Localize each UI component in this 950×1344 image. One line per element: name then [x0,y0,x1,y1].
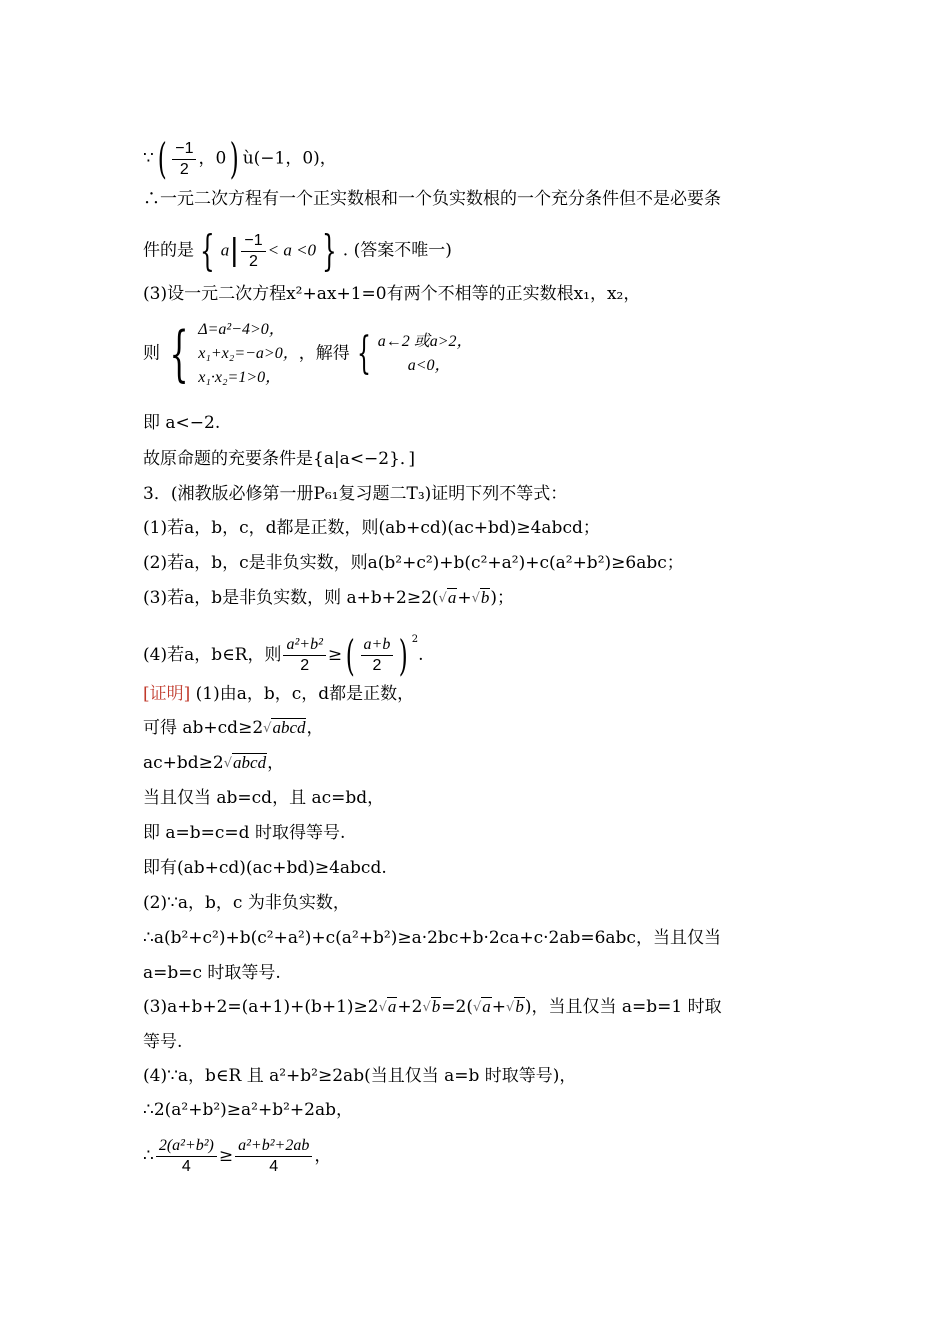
system-1 [198,318,299,390]
left-paren: ( [345,630,355,680]
text: . [418,645,424,665]
text: + [457,588,472,608]
radicand: b [480,588,490,607]
left-brace: { [169,319,189,389]
equation: a←2 或a>2， [377,333,473,350]
text: ∵ [143,148,154,169]
numerator: a²+b² [283,635,325,656]
text: )，当且仅当 a=b=1 时取 [524,997,722,1017]
line-5 [143,318,473,390]
root-icon: √ [472,1000,482,1015]
bar: | [229,233,240,268]
line-8: 3．(湘教版必修第一册P₆₁复习题二T₃)证明下列不等式： [143,484,568,504]
text: . (答案不唯一) [342,240,452,261]
root-icon: √ [223,756,233,771]
line-2: ∴一元二次方程有一个正实数根和一个负实数根的一个充分条件但不是必要条 [143,189,721,209]
exponent: 2 [411,634,419,645]
system-2 [378,330,473,378]
line-11 [143,586,514,611]
root-icon: √ [471,591,480,606]
line-10: (2)若a，b，c是非负实数，则a(b²+c²)+b(c²+a²)+c(a²+b²)≥6abc； [143,553,684,573]
text: + [491,997,507,1017]
radicand: a [482,997,491,1016]
left-brace: { [200,226,215,275]
fraction [156,1136,217,1177]
equation: x₁+x₂=−a>0， [198,345,299,362]
numerator: a+b [361,635,394,656]
line-18: 即有(ab+cd)(ac+bd)≥4abcd. [143,858,387,878]
right-paren: ) [399,630,409,680]
left-paren: ( [157,134,167,183]
radicand: abcd [233,753,267,772]
line-26 [143,1136,331,1177]
text: (3)若a，b是非负实数，则 a+b+2≥2( [143,588,439,608]
denominator: 2 [249,252,258,270]
line-15 [143,751,284,776]
text: )； [490,588,515,608]
text: 件的是 [143,240,194,261]
text: 可得 ab+cd≥2 [143,718,264,738]
text: ，0 [198,148,227,169]
line-7: 故原命题的充要条件是{a|a<−2}．] [143,449,416,469]
line-6: 即 a<−2. [143,413,221,433]
text: (3)a+b+2=(a+1)+(b+1)≥2 [143,997,379,1017]
fraction [241,231,265,272]
denominator: 4 [269,1158,279,1175]
line-21: a=b=c 时取等号. [143,963,281,983]
line-1 [143,134,337,183]
text: 则 [143,343,160,364]
text: ∴ [143,1146,154,1166]
root-icon: √ [506,1000,515,1015]
text: ac+bd≥2 [143,753,224,773]
line-4: (3)设一元二次方程x²+ax+1=0有两个不相等的正实数根x₁，x₂， [143,284,641,304]
text: (4)若a，b∈R，则 [143,645,282,665]
line-25: ∴2(a²+b²)≥a²+b²+2ab， [143,1100,354,1120]
equation: x₁·x₂=1>0， [198,369,282,386]
line-13 [143,682,414,706]
line-24: (4)∵a，b∈R 且 a²+b²≥2ab(当且仅当 a=b 时取等号)， [143,1066,577,1086]
line-20: ∴a(b²+c²)+b(c²+a²)+c(a²+b²)≥a·2bc+b·2ca+c·2ab=6abc，当且仅当 [143,928,721,948]
text: ≥ [327,645,343,665]
radicand: abcd [272,718,306,737]
radicand: b [515,997,524,1016]
line-22 [143,995,722,1020]
text: ， [306,718,324,738]
line-23: 等号. [143,1032,183,1052]
fraction [172,139,196,180]
fraction [283,635,325,676]
radicand: b [431,997,441,1016]
line-14 [143,716,323,741]
text: ≥ [218,1146,234,1166]
text: ，解得 [298,343,350,364]
denominator: 2 [372,657,382,674]
numerator: −1 [241,231,265,252]
text: =2( [441,997,473,1017]
root-icon: √ [263,721,272,736]
right-paren: ) [229,134,239,183]
text: (1)由a，b，c，d都是正数， [190,684,415,704]
radicand: a [447,588,457,607]
line-3 [143,226,452,275]
root-icon: √ [378,1000,387,1015]
text: ， [314,1146,332,1166]
left-brace: { [356,328,371,379]
root-icon: √ [438,591,447,606]
proof-tag: [证明] [143,684,191,704]
line-12 [143,628,424,680]
text: a [220,240,230,260]
text: ， [267,753,285,773]
fraction [235,1136,312,1177]
radicand: a [387,997,397,1016]
line-16: 当且仅当 ab=cd，且 ac=bd， [143,788,385,808]
right-brace: } [322,226,337,275]
line-9: (1)若a，b，c，d都是正数，则(ab+cd)(ac+bd)≥4abcd； [143,518,600,538]
numerator: 2(a²+b²) [156,1136,217,1157]
equation: Δ=a²−4>0， [198,321,285,338]
text: < a <0 [267,240,317,260]
text: ù(−1，0)， [242,148,337,169]
line-19: (2)∵a，b，c 为非负实数， [143,893,350,913]
denominator: 2 [300,657,310,674]
numerator: −1 [172,139,196,160]
denominator: 4 [181,1158,191,1175]
text: +2 [397,997,423,1017]
equation: a<0， [407,357,451,374]
line-17: 即 a=b=c=d 时取得等号. [143,823,346,843]
denominator: 2 [179,160,189,178]
fraction [361,635,394,676]
numerator: a²+b²+2ab [235,1136,312,1157]
root-icon: √ [422,1000,431,1015]
